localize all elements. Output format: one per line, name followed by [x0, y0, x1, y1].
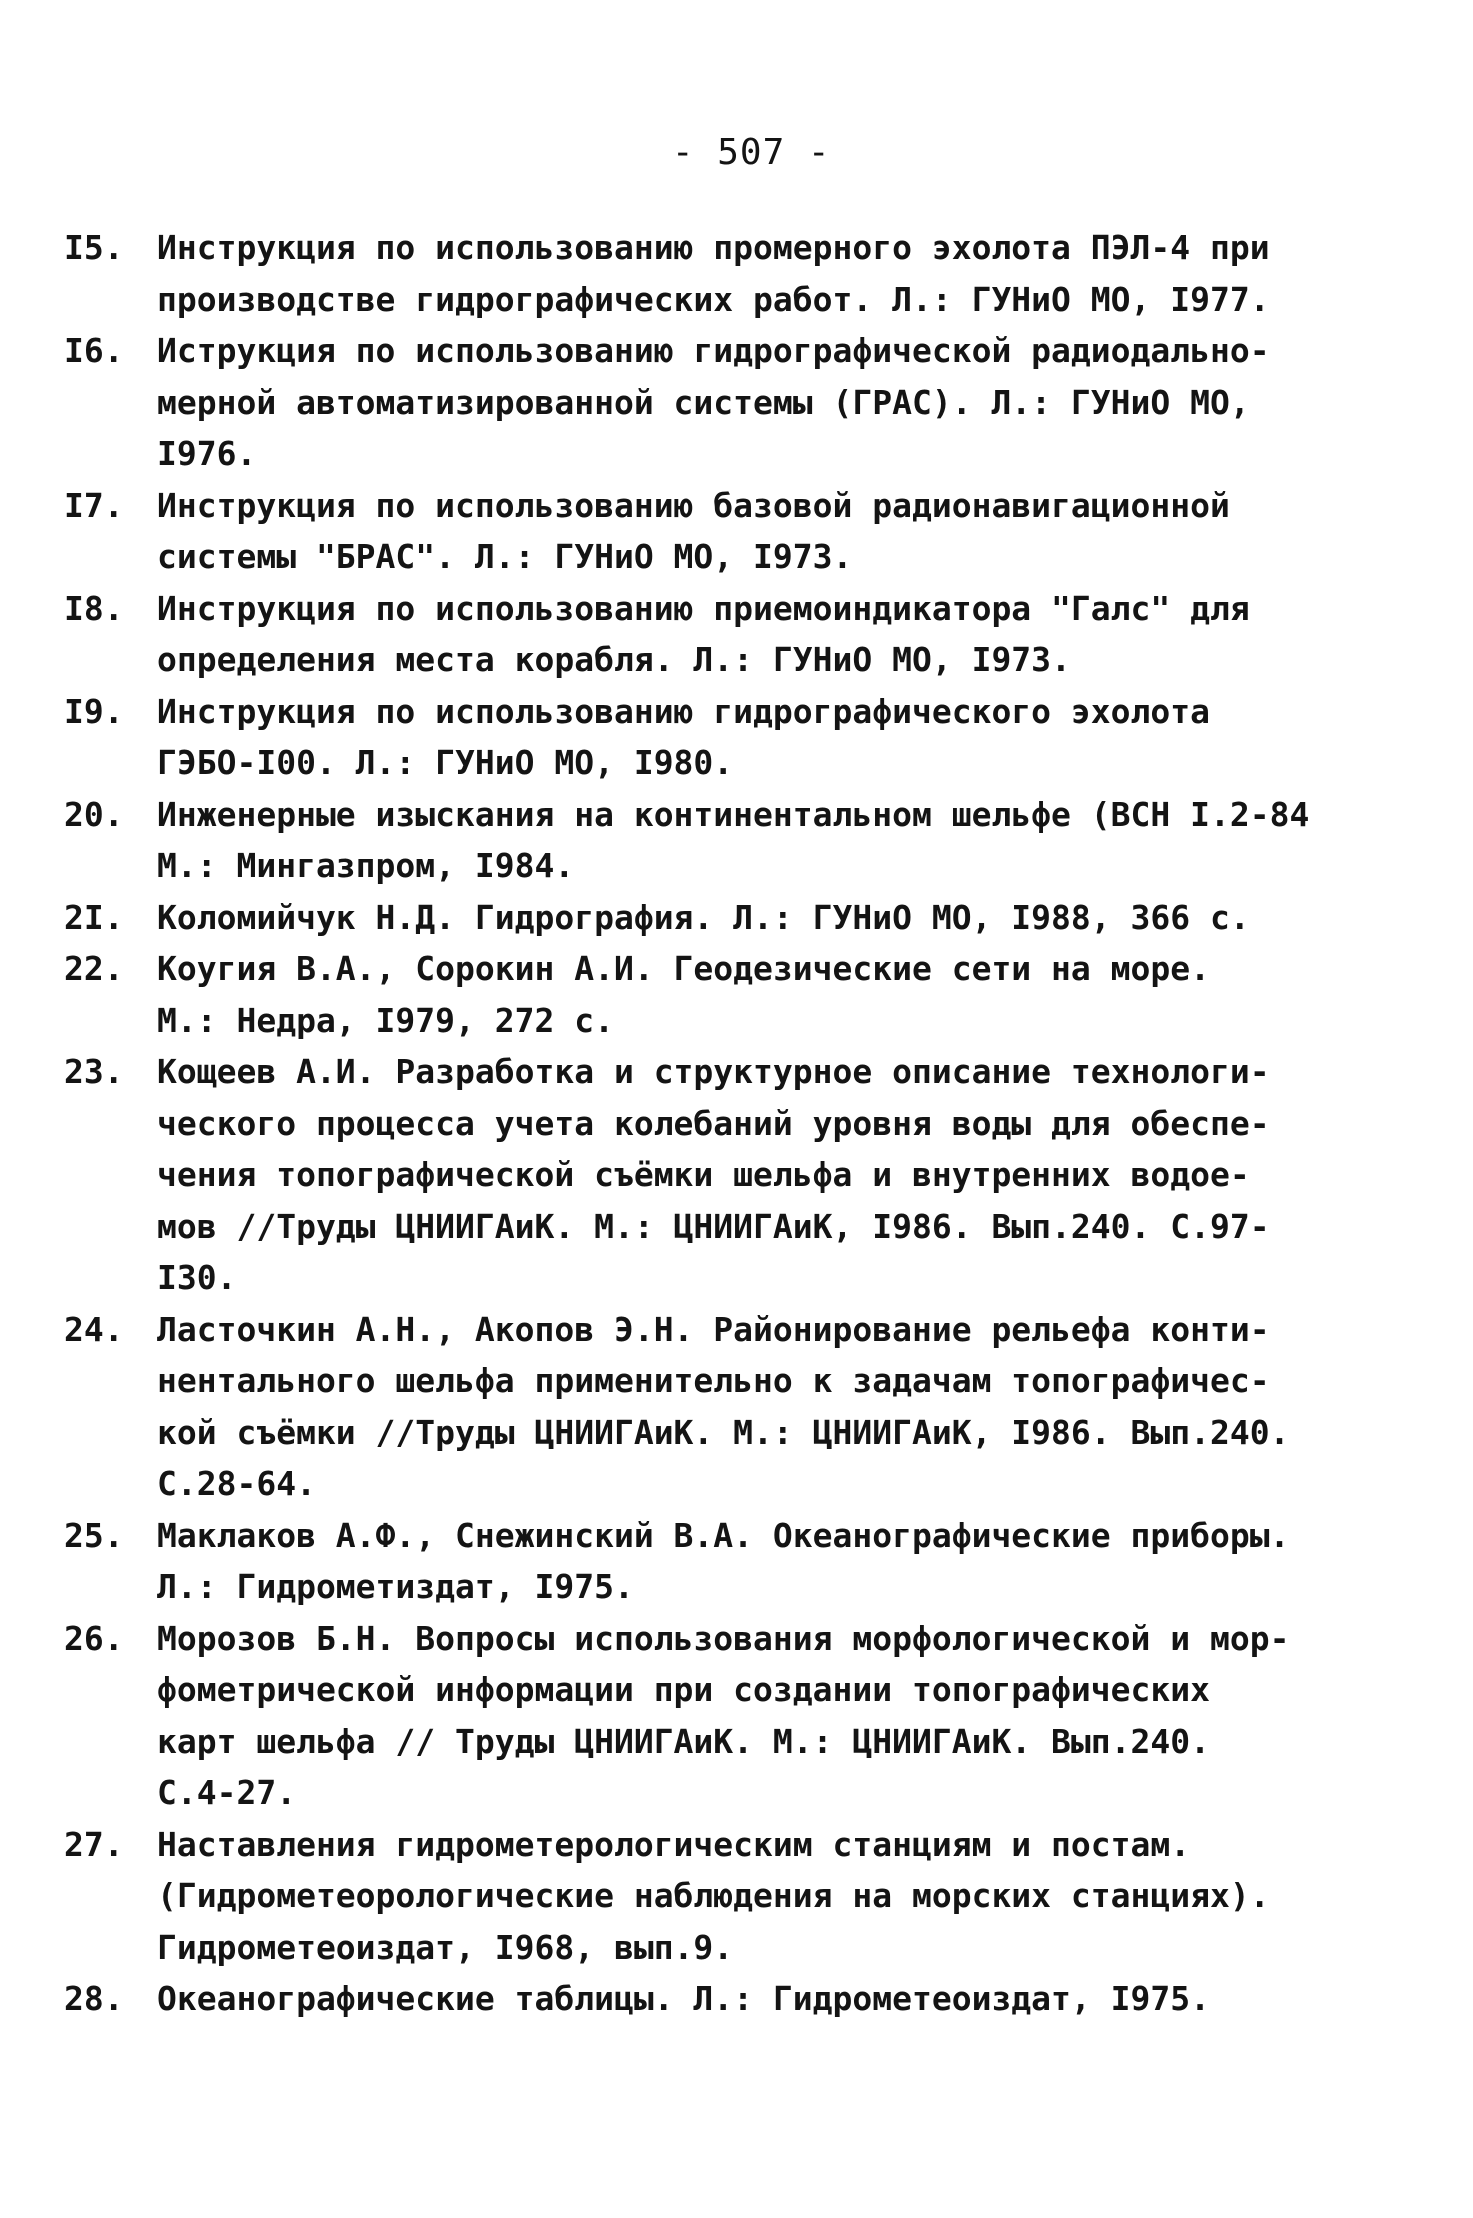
reference-text-line: Коугия В.А., Сорокин А.И. Геодезические сети на море.: [157, 949, 1210, 988]
reference-item: [64, 1819, 1424, 1974]
reference-item: [64, 325, 1424, 480]
reference-text-line: Иструкция по использованию гидрографической радиодально-: [157, 331, 1270, 370]
reference-text: [157, 943, 1424, 1046]
reference-number: I6.: [64, 331, 124, 370]
reference-text-line: С.4-27.: [157, 1773, 297, 1812]
reference-text-line: ГЭБО-I00. Л.: ГУНиО МО, I980.: [157, 743, 734, 782]
reference-text-line: Инженерные изыскания на континентальном шельфе (ВСН I.2-84: [157, 794, 1310, 834]
reference-text-line: Кощеев А.И. Разработка и структурное описание технологи-: [157, 1052, 1270, 1091]
reference-text: [157, 1819, 1424, 1974]
reference-text-line: Коломийчук Н.Д. Гидрография. Л.: ГУНиО МО, I988, 366 с.: [157, 897, 1250, 937]
reference-item: [64, 789, 1424, 892]
reference-item: [64, 222, 1424, 325]
reference-text-line: карт шельфа // Труды ЦНИИГАиК. М.: ЦНИИГАиК. Вып.240.: [157, 1721, 1210, 1761]
reference-item: [64, 686, 1424, 789]
reference-text: [157, 789, 1424, 892]
reference-text: [157, 686, 1424, 789]
reference-text: [157, 480, 1424, 583]
reference-number: 20.: [64, 794, 124, 834]
reference-item: [64, 583, 1424, 686]
reference-text-line: Инструкция по использованию приемоиндикатора "Галс" для: [157, 588, 1250, 628]
reference-text: [157, 1973, 1424, 2025]
reference-text: [157, 1046, 1424, 1304]
reference-item: [64, 1613, 1424, 1819]
reference-text-line: С.28-64.: [157, 1464, 316, 1503]
reference-text: [157, 1510, 1424, 1613]
reference-number: I7.: [64, 485, 124, 525]
reference-text-line: М.: Мингазпром, I984.: [157, 846, 575, 885]
reference-text-line: I976.: [157, 434, 257, 473]
reference-text-line: Инструкция по использованию гидрографического эхолота: [157, 691, 1210, 731]
reference-number: 2I.: [64, 897, 124, 937]
reference-text: [157, 222, 1424, 325]
reference-text-line: Инструкция по использованию базовой радионавигационной: [157, 485, 1230, 525]
reference-text-line: Морозов Б.Н. Вопросы использования морфологической и мор-: [157, 1618, 1290, 1658]
reference-number: 28.: [64, 1979, 124, 2018]
reference-text-line: Л.: Гидрометиздат, I975.: [157, 1567, 634, 1606]
reference-item: [64, 1046, 1424, 1304]
reference-number: I8.: [64, 588, 124, 628]
reference-text-line: чения топографической съёмки шельфа и внутренних водое-: [157, 1155, 1250, 1194]
reference-text-line: Наставления гидрометерологическим станциям и постам.: [157, 1824, 1191, 1864]
reference-text: [157, 892, 1424, 944]
reference-text: [157, 325, 1424, 480]
reference-text-line: системы "БРАС". Л.: ГУНиО МО, I973.: [157, 537, 853, 576]
reference-text-line: мерной автоматизированной системы (ГРАС). Л.: ГУНиО МО,: [157, 382, 1250, 422]
reference-item: [64, 480, 1424, 583]
reference-text-line: кой съёмки //Труды ЦНИИГАиК. М.: ЦНИИГАиК, I986. Вып.240.: [157, 1412, 1290, 1452]
reference-number: 23.: [64, 1052, 124, 1091]
reference-text-line: фометрической информации при создании топографических: [157, 1670, 1210, 1709]
reference-text-line: I30.: [157, 1258, 237, 1297]
reference-text-line: ческого процесса учета колебаний уровня воды для обеспе-: [157, 1103, 1270, 1143]
reference-text: [157, 583, 1424, 686]
reference-text: [157, 1613, 1424, 1819]
reference-number: 22.: [64, 949, 124, 988]
reference-list: [64, 222, 1424, 2025]
reference-text-line: мов //Труды ЦНИИГАиК. М.: ЦНИИГАиК, I986. Вып.240. С.97-: [157, 1206, 1270, 1246]
reference-text-line: Инструкция по использованию промерного эхолота ПЭЛ-4 при: [157, 228, 1270, 267]
reference-text-line: нентального шельфа применительно к задачам топографичес-: [157, 1361, 1270, 1400]
reference-number: 24.: [64, 1309, 124, 1349]
reference-text-line: Океанографические таблицы. Л.: Гидрометеоиздат, I975.: [157, 1979, 1210, 2018]
reference-text-line: Гидрометеоиздат, I968, вып.9.: [157, 1927, 734, 1967]
reference-text: [157, 1304, 1424, 1510]
reference-item: [64, 943, 1424, 1046]
reference-number: I5.: [64, 228, 124, 267]
reference-number: 25.: [64, 1515, 124, 1555]
reference-item: [64, 892, 1424, 944]
reference-text-line: М.: Недра, I979, 272 с.: [157, 1000, 614, 1040]
reference-item: [64, 1973, 1424, 2025]
reference-number: I9.: [64, 691, 124, 731]
reference-text-line: (Гидрометеорологические наблюдения на морских станциях).: [157, 1876, 1270, 1915]
reference-text-line: определения места корабля. Л.: ГУНиО МО, I973.: [157, 640, 1071, 679]
page-number: - 507 -: [671, 132, 831, 173]
reference-item: [64, 1304, 1424, 1510]
reference-item: [64, 1510, 1424, 1613]
reference-text-line: производстве гидрографических работ. Л.: ГУНиО МО, I977.: [157, 279, 1270, 319]
reference-number: 26.: [64, 1618, 124, 1658]
reference-number: 27.: [64, 1824, 124, 1864]
reference-text-line: Ласточкин А.Н., Акопов Э.Н. Районирование рельефа конти-: [157, 1309, 1270, 1349]
reference-text-line: Маклаков А.Ф., Снежинский В.А. Океанографические приборы.: [157, 1515, 1290, 1555]
